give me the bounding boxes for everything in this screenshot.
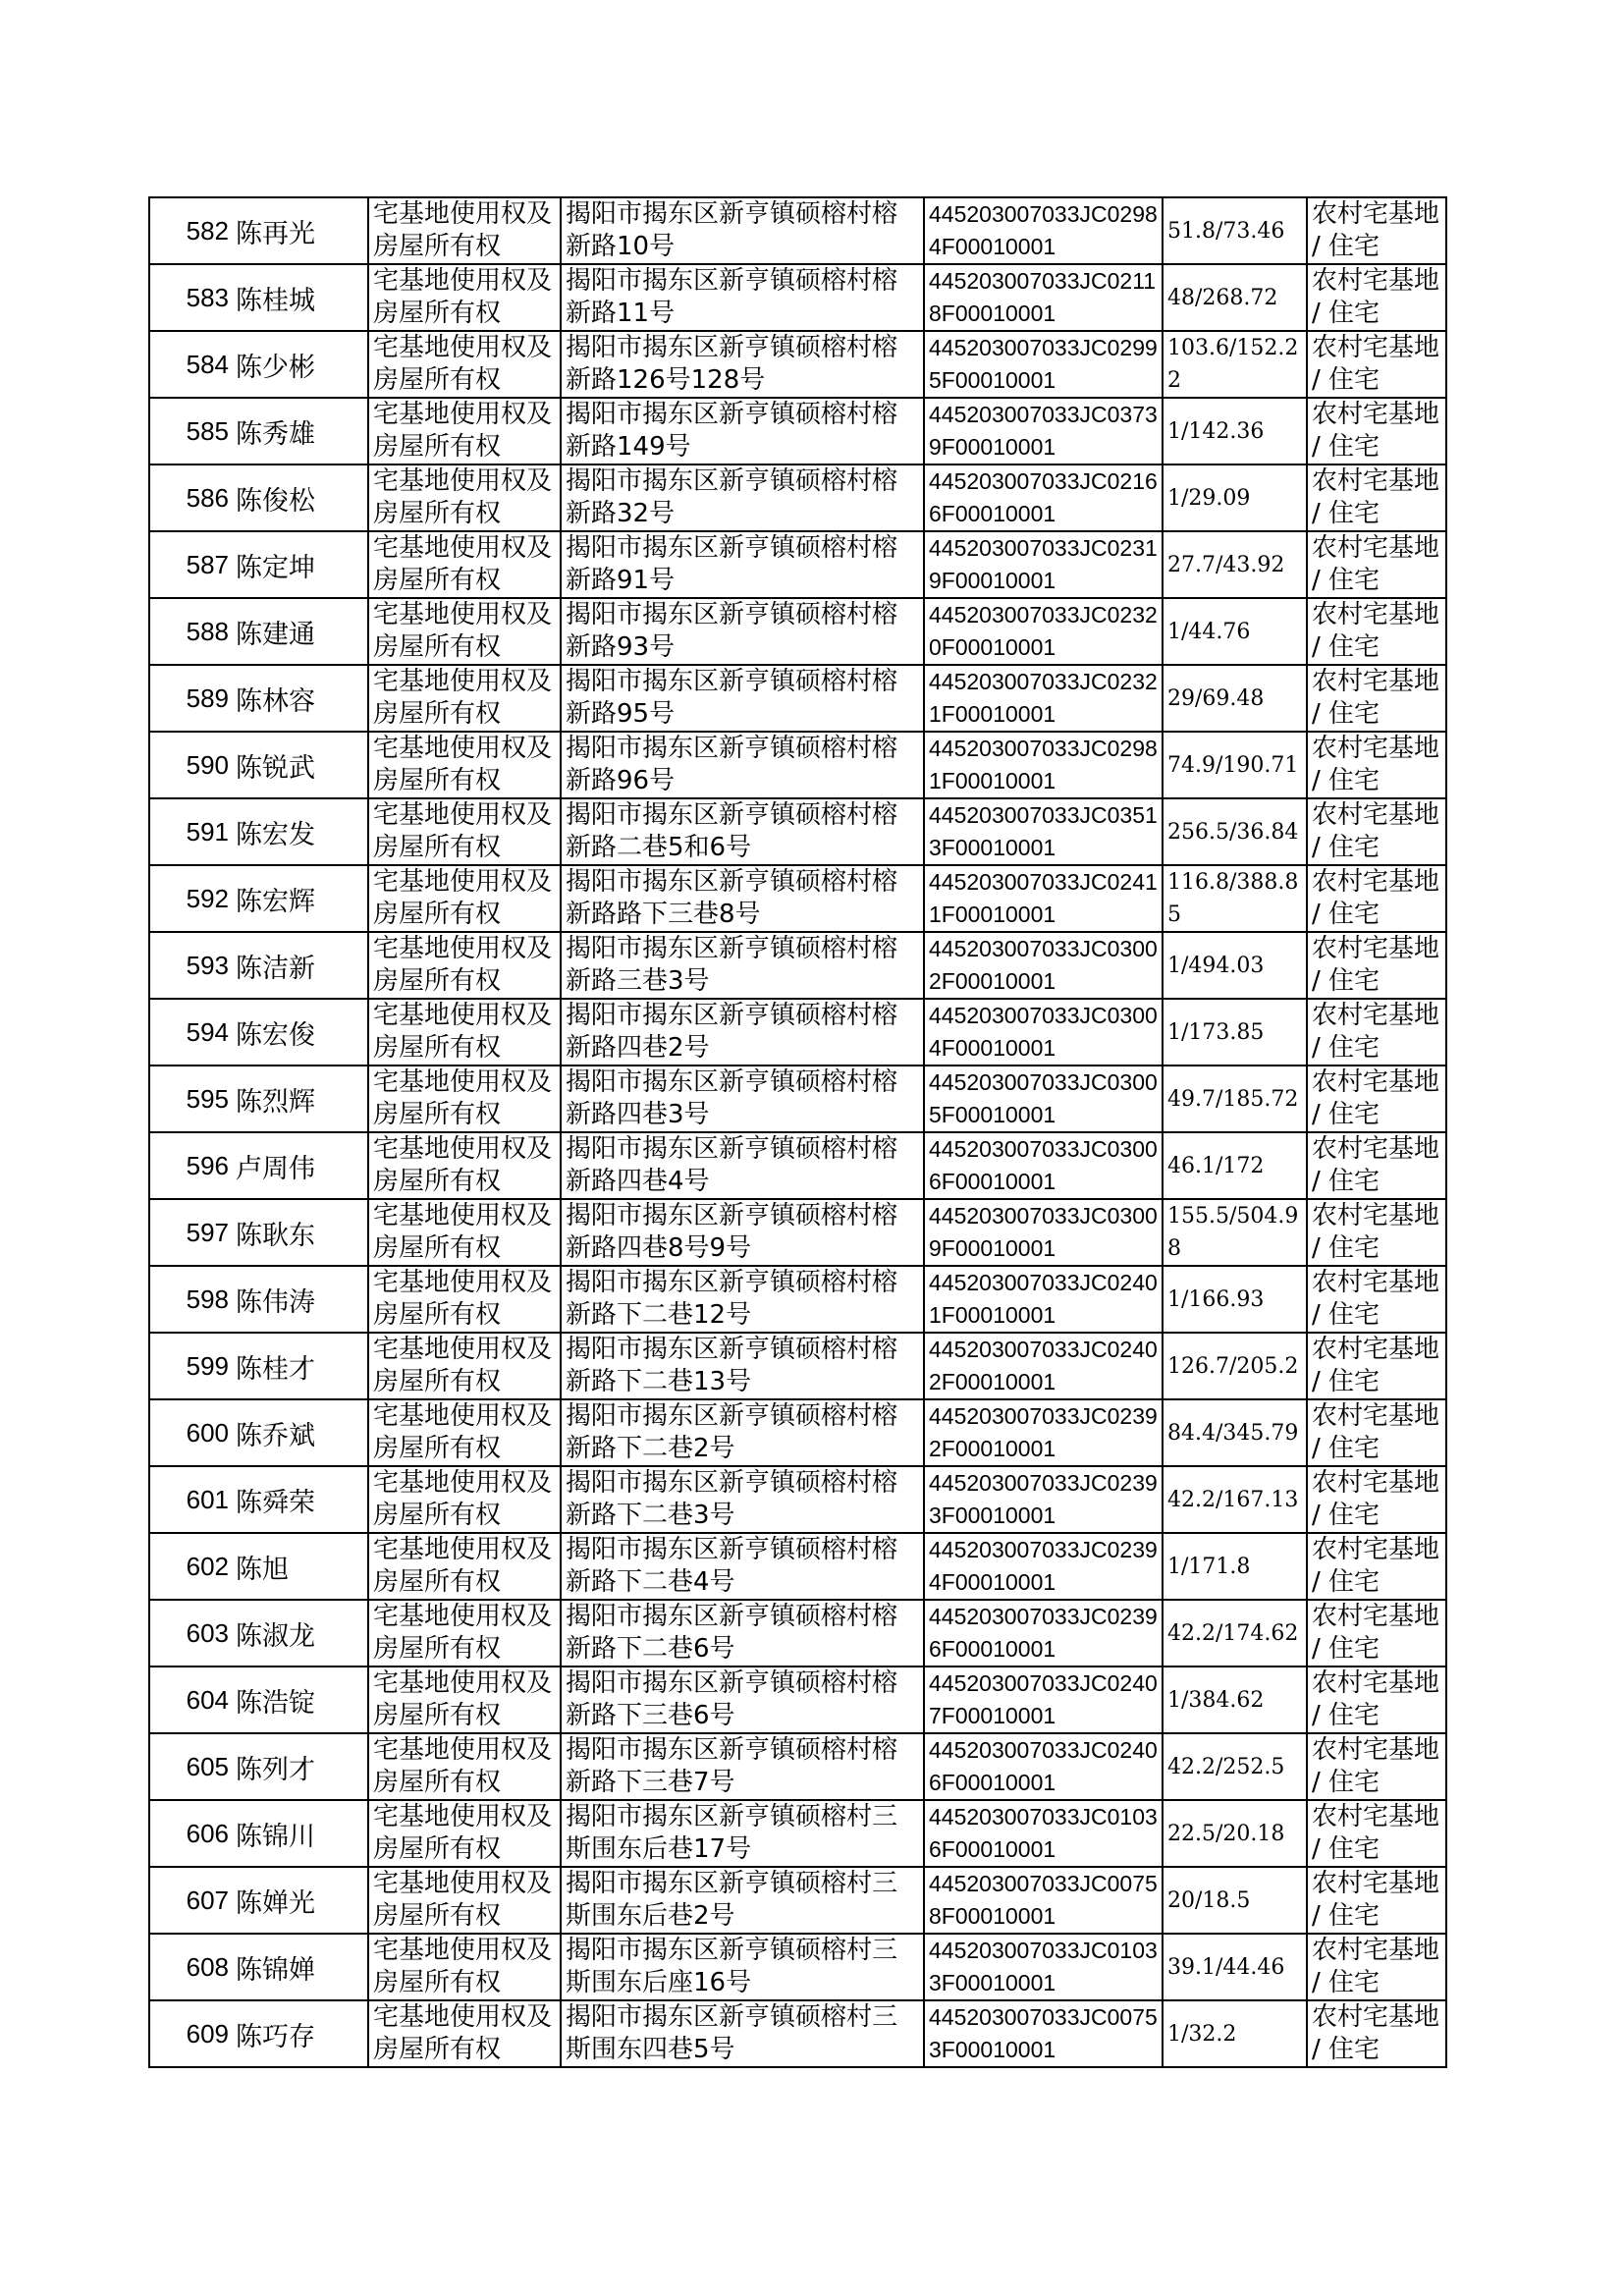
holder-name-cell: 陈淑龙 xyxy=(232,1600,368,1667)
right-type-cell: 宅基地使用权及房屋所有权 xyxy=(368,2000,561,2067)
row-number-cell: 601 xyxy=(149,1466,232,1533)
land-use-cell: 农村宅基地 / 住宅 xyxy=(1307,1600,1446,1667)
property-address-cell: 揭阳市揭东区新亨镇硕榕村榕新路93号 xyxy=(561,598,924,665)
area-value-cell: 155.5/504.98 xyxy=(1163,1199,1307,1266)
row-number-cell: 596 xyxy=(149,1132,232,1199)
table-row xyxy=(149,464,1446,531)
unit-code-cell: 445203007033JC02321F00010001 xyxy=(924,665,1163,732)
table-row xyxy=(149,1800,1446,1867)
holder-name-cell: 陈宏俊 xyxy=(232,999,368,1066)
holder-name-cell: 陈洁新 xyxy=(232,932,368,999)
table-row xyxy=(149,798,1446,865)
holder-name-cell: 陈锐武 xyxy=(232,732,368,798)
right-type-cell: 宅基地使用权及房屋所有权 xyxy=(368,1066,561,1132)
table-row xyxy=(149,331,1446,398)
row-number-cell: 597 xyxy=(149,1199,232,1266)
row-number-cell: 586 xyxy=(149,464,232,531)
right-type-cell: 宅基地使用权及房屋所有权 xyxy=(368,1533,561,1600)
property-address-cell: 揭阳市揭东区新亨镇硕榕村三斯围东后座16号 xyxy=(561,1934,924,2000)
land-use-cell: 农村宅基地 / 住宅 xyxy=(1307,264,1446,331)
table-row xyxy=(149,932,1446,999)
land-use-cell: 农村宅基地 / 住宅 xyxy=(1307,398,1446,464)
table-row xyxy=(149,1867,1446,1934)
holder-name-cell: 陈定坤 xyxy=(232,531,368,598)
right-type-cell: 宅基地使用权及房屋所有权 xyxy=(368,865,561,932)
unit-code-cell: 445203007033JC02396F00010001 xyxy=(924,1600,1163,1667)
table-row xyxy=(149,1399,1446,1466)
holder-name-cell: 陈秀雄 xyxy=(232,398,368,464)
property-address-cell: 揭阳市揭东区新亨镇硕榕村榕新路下二巷13号 xyxy=(561,1333,924,1399)
table-row xyxy=(149,665,1446,732)
right-type-cell: 宅基地使用权及房屋所有权 xyxy=(368,1867,561,1934)
property-address-cell: 揭阳市揭东区新亨镇硕榕村榕新路96号 xyxy=(561,732,924,798)
property-address-cell: 揭阳市揭东区新亨镇硕榕村榕新路四巷3号 xyxy=(561,1066,924,1132)
land-use-cell: 农村宅基地 / 住宅 xyxy=(1307,932,1446,999)
holder-name-cell: 陈巧存 xyxy=(232,2000,368,2067)
table-row xyxy=(149,1132,1446,1199)
holder-name-cell: 陈旭 xyxy=(232,1533,368,1600)
table-row xyxy=(149,1199,1446,1266)
holder-name-cell: 陈建通 xyxy=(232,598,368,665)
row-number-cell: 599 xyxy=(149,1333,232,1399)
holder-name-cell: 陈婵光 xyxy=(232,1867,368,1934)
property-address-cell: 揭阳市揭东区新亨镇硕榕村榕新路下二巷4号 xyxy=(561,1533,924,1600)
unit-code-cell: 445203007033JC02166F00010001 xyxy=(924,464,1163,531)
holder-name-cell: 卢周伟 xyxy=(232,1132,368,1199)
land-use-cell: 农村宅基地 / 住宅 xyxy=(1307,197,1446,264)
unit-code-cell: 445203007033JC03009F00010001 xyxy=(924,1199,1163,1266)
holder-name-cell: 陈桂城 xyxy=(232,264,368,331)
table-row xyxy=(149,531,1446,598)
row-number-cell: 600 xyxy=(149,1399,232,1466)
row-number-cell: 608 xyxy=(149,1934,232,2000)
right-type-cell: 宅基地使用权及房屋所有权 xyxy=(368,1266,561,1333)
area-value-cell: 48/268.72 xyxy=(1163,264,1307,331)
unit-code-cell: 445203007033JC03005F00010001 xyxy=(924,1066,1163,1132)
right-type-cell: 宅基地使用权及房屋所有权 xyxy=(368,197,561,264)
land-use-cell: 农村宅基地 / 住宅 xyxy=(1307,1934,1446,2000)
holder-name-cell: 陈桂才 xyxy=(232,1333,368,1399)
land-use-cell: 农村宅基地 / 住宅 xyxy=(1307,1132,1446,1199)
land-use-cell: 农村宅基地 / 住宅 xyxy=(1307,331,1446,398)
property-address-cell: 揭阳市揭东区新亨镇硕榕村榕新路下三巷7号 xyxy=(561,1733,924,1800)
holder-name-cell: 陈耿东 xyxy=(232,1199,368,1266)
property-address-cell: 揭阳市揭东区新亨镇硕榕村三斯围东后巷17号 xyxy=(561,1800,924,1867)
table-row xyxy=(149,264,1446,331)
right-type-cell: 宅基地使用权及房屋所有权 xyxy=(368,665,561,732)
land-use-cell: 农村宅基地 / 住宅 xyxy=(1307,464,1446,531)
unit-code-cell: 445203007033JC02407F00010001 xyxy=(924,1667,1163,1733)
right-type-cell: 宅基地使用权及房屋所有权 xyxy=(368,398,561,464)
unit-code-cell: 445203007033JC03002F00010001 xyxy=(924,932,1163,999)
unit-code-cell: 445203007033JC03006F00010001 xyxy=(924,1132,1163,1199)
unit-code-cell: 445203007033JC01036F00010001 xyxy=(924,1800,1163,1867)
holder-name-cell: 陈浩锭 xyxy=(232,1667,368,1733)
property-address-cell: 揭阳市揭东区新亨镇硕榕村榕新路路下三巷8号 xyxy=(561,865,924,932)
property-address-cell: 揭阳市揭东区新亨镇硕榕村三斯围东后巷2号 xyxy=(561,1867,924,1934)
right-type-cell: 宅基地使用权及房屋所有权 xyxy=(368,1132,561,1199)
row-number-cell: 602 xyxy=(149,1533,232,1600)
right-type-cell: 宅基地使用权及房屋所有权 xyxy=(368,1667,561,1733)
area-value-cell: 1/29.09 xyxy=(1163,464,1307,531)
area-value-cell: 42.2/252.5 xyxy=(1163,1733,1307,1800)
unit-code-cell: 445203007033JC00758F00010001 xyxy=(924,1867,1163,1934)
table-row xyxy=(149,1266,1446,1333)
land-use-cell: 农村宅基地 / 住宅 xyxy=(1307,999,1446,1066)
registry-table xyxy=(148,196,1447,2068)
holder-name-cell: 陈宏辉 xyxy=(232,865,368,932)
land-use-cell: 农村宅基地 / 住宅 xyxy=(1307,1800,1446,1867)
row-number-cell: 591 xyxy=(149,798,232,865)
table-row xyxy=(149,1934,1446,2000)
unit-code-cell: 445203007033JC02118F00010001 xyxy=(924,264,1163,331)
unit-code-cell: 445203007033JC02393F00010001 xyxy=(924,1466,1163,1533)
land-use-cell: 农村宅基地 / 住宅 xyxy=(1307,798,1446,865)
holder-name-cell: 陈乔斌 xyxy=(232,1399,368,1466)
right-type-cell: 宅基地使用权及房屋所有权 xyxy=(368,1733,561,1800)
unit-code-cell: 445203007033JC00753F00010001 xyxy=(924,2000,1163,2067)
right-type-cell: 宅基地使用权及房屋所有权 xyxy=(368,1199,561,1266)
unit-code-cell: 445203007033JC02981F00010001 xyxy=(924,732,1163,798)
unit-code-cell: 445203007033JC02411F00010001 xyxy=(924,865,1163,932)
unit-code-cell: 445203007033JC03004F00010001 xyxy=(924,999,1163,1066)
area-value-cell: 46.1/172 xyxy=(1163,1132,1307,1199)
area-value-cell: 22.5/20.18 xyxy=(1163,1800,1307,1867)
property-address-cell: 揭阳市揭东区新亨镇硕榕村榕新路三巷3号 xyxy=(561,932,924,999)
unit-code-cell: 445203007033JC02394F00010001 xyxy=(924,1533,1163,1600)
holder-name-cell: 陈再光 xyxy=(232,197,368,264)
right-type-cell: 宅基地使用权及房屋所有权 xyxy=(368,264,561,331)
table-row xyxy=(149,999,1446,1066)
unit-code-cell: 445203007033JC02402F00010001 xyxy=(924,1333,1163,1399)
land-use-cell: 农村宅基地 / 住宅 xyxy=(1307,665,1446,732)
right-type-cell: 宅基地使用权及房屋所有权 xyxy=(368,531,561,598)
area-value-cell: 256.5/36.84 xyxy=(1163,798,1307,865)
land-use-cell: 农村宅基地 / 住宅 xyxy=(1307,732,1446,798)
area-value-cell: 1/166.93 xyxy=(1163,1266,1307,1333)
table-row xyxy=(149,1466,1446,1533)
holder-name-cell: 陈林容 xyxy=(232,665,368,732)
land-use-cell: 农村宅基地 / 住宅 xyxy=(1307,1466,1446,1533)
land-use-cell: 农村宅基地 / 住宅 xyxy=(1307,1199,1446,1266)
right-type-cell: 宅基地使用权及房屋所有权 xyxy=(368,464,561,531)
row-number-cell: 589 xyxy=(149,665,232,732)
holder-name-cell: 陈锦婵 xyxy=(232,1934,368,2000)
land-use-cell: 农村宅基地 / 住宅 xyxy=(1307,531,1446,598)
right-type-cell: 宅基地使用权及房屋所有权 xyxy=(368,598,561,665)
row-number-cell: 594 xyxy=(149,999,232,1066)
row-number-cell: 606 xyxy=(149,1800,232,1867)
property-address-cell: 揭阳市揭东区新亨镇硕榕村榕新路95号 xyxy=(561,665,924,732)
row-number-cell: 585 xyxy=(149,398,232,464)
property-address-cell: 揭阳市揭东区新亨镇硕榕村榕新路下二巷12号 xyxy=(561,1266,924,1333)
property-address-cell: 揭阳市揭东区新亨镇硕榕村榕新路32号 xyxy=(561,464,924,531)
right-type-cell: 宅基地使用权及房屋所有权 xyxy=(368,999,561,1066)
land-use-cell: 农村宅基地 / 住宅 xyxy=(1307,1533,1446,1600)
row-number-cell: 593 xyxy=(149,932,232,999)
property-address-cell: 揭阳市揭东区新亨镇硕榕村榕新路下二巷3号 xyxy=(561,1466,924,1533)
holder-name-cell: 陈舜荣 xyxy=(232,1466,368,1533)
row-number-cell: 605 xyxy=(149,1733,232,1800)
area-value-cell: 1/494.03 xyxy=(1163,932,1307,999)
land-use-cell: 农村宅基地 / 住宅 xyxy=(1307,1867,1446,1934)
area-value-cell: 1/32.2 xyxy=(1163,2000,1307,2067)
table-row xyxy=(149,197,1446,264)
unit-code-cell: 445203007033JC02984F00010001 xyxy=(924,197,1163,264)
property-address-cell: 揭阳市揭东区新亨镇硕榕村榕新路四巷4号 xyxy=(561,1132,924,1199)
right-type-cell: 宅基地使用权及房屋所有权 xyxy=(368,798,561,865)
unit-code-cell: 445203007033JC02320F00010001 xyxy=(924,598,1163,665)
unit-code-cell: 445203007033JC02995F00010001 xyxy=(924,331,1163,398)
table-row xyxy=(149,1733,1446,1800)
holder-name-cell: 陈烈辉 xyxy=(232,1066,368,1132)
property-address-cell: 揭阳市揭东区新亨镇硕榕村榕新路11号 xyxy=(561,264,924,331)
area-value-cell: 49.7/185.72 xyxy=(1163,1066,1307,1132)
row-number-cell: 609 xyxy=(149,2000,232,2067)
property-address-cell: 揭阳市揭东区新亨镇硕榕村榕新路10号 xyxy=(561,197,924,264)
area-value-cell: 42.2/167.13 xyxy=(1163,1466,1307,1533)
area-value-cell: 1/384.62 xyxy=(1163,1667,1307,1733)
table-row xyxy=(149,398,1446,464)
property-address-cell: 揭阳市揭东区新亨镇硕榕村榕新路126号128号 xyxy=(561,331,924,398)
property-address-cell: 揭阳市揭东区新亨镇硕榕村榕新路四巷2号 xyxy=(561,999,924,1066)
unit-code-cell: 445203007033JC03513F00010001 xyxy=(924,798,1163,865)
row-number-cell: 588 xyxy=(149,598,232,665)
holder-name-cell: 陈伟涛 xyxy=(232,1266,368,1333)
area-value-cell: 1/173.85 xyxy=(1163,999,1307,1066)
property-address-cell: 揭阳市揭东区新亨镇硕榕村三斯围东四巷5号 xyxy=(561,2000,924,2067)
property-address-cell: 揭阳市揭东区新亨镇硕榕村榕新路四巷8号9号 xyxy=(561,1199,924,1266)
right-type-cell: 宅基地使用权及房屋所有权 xyxy=(368,1466,561,1533)
area-value-cell: 1/142.36 xyxy=(1163,398,1307,464)
area-value-cell: 20/18.5 xyxy=(1163,1867,1307,1934)
area-value-cell: 103.6/152.22 xyxy=(1163,331,1307,398)
holder-name-cell: 陈锦川 xyxy=(232,1800,368,1867)
area-value-cell: 42.2/174.62 xyxy=(1163,1600,1307,1667)
area-value-cell: 1/171.8 xyxy=(1163,1533,1307,1600)
row-number-cell: 607 xyxy=(149,1867,232,1934)
holder-name-cell: 陈少彬 xyxy=(232,331,368,398)
property-address-cell: 揭阳市揭东区新亨镇硕榕村榕新路二巷5和6号 xyxy=(561,798,924,865)
area-value-cell: 1/44.76 xyxy=(1163,598,1307,665)
property-address-cell: 揭阳市揭东区新亨镇硕榕村榕新路91号 xyxy=(561,531,924,598)
table-row xyxy=(149,1667,1446,1733)
unit-code-cell: 445203007033JC02392F00010001 xyxy=(924,1399,1163,1466)
right-type-cell: 宅基地使用权及房屋所有权 xyxy=(368,1800,561,1867)
area-value-cell: 84.4/345.79 xyxy=(1163,1399,1307,1466)
unit-code-cell: 445203007033JC03739F00010001 xyxy=(924,398,1163,464)
right-type-cell: 宅基地使用权及房屋所有权 xyxy=(368,1934,561,2000)
row-number-cell: 587 xyxy=(149,531,232,598)
table-row xyxy=(149,865,1446,932)
row-number-cell: 598 xyxy=(149,1266,232,1333)
area-value-cell: 74.9/190.71 xyxy=(1163,732,1307,798)
area-value-cell: 51.8/73.46 xyxy=(1163,197,1307,264)
right-type-cell: 宅基地使用权及房屋所有权 xyxy=(368,932,561,999)
holder-name-cell: 陈列才 xyxy=(232,1733,368,1800)
row-number-cell: 583 xyxy=(149,264,232,331)
holder-name-cell: 陈俊松 xyxy=(232,464,368,531)
table-row xyxy=(149,598,1446,665)
table-row xyxy=(149,1600,1446,1667)
table-row xyxy=(149,732,1446,798)
area-value-cell: 126.7/205.2 xyxy=(1163,1333,1307,1399)
land-use-cell: 农村宅基地 / 住宅 xyxy=(1307,598,1446,665)
property-address-cell: 揭阳市揭东区新亨镇硕榕村榕新路下三巷6号 xyxy=(561,1667,924,1733)
holder-name-cell: 陈宏发 xyxy=(232,798,368,865)
area-value-cell: 116.8/388.85 xyxy=(1163,865,1307,932)
table-row xyxy=(149,1066,1446,1132)
row-number-cell: 592 xyxy=(149,865,232,932)
table-row xyxy=(149,2000,1446,2067)
land-use-cell: 农村宅基地 / 住宅 xyxy=(1307,865,1446,932)
right-type-cell: 宅基地使用权及房屋所有权 xyxy=(368,732,561,798)
right-type-cell: 宅基地使用权及房屋所有权 xyxy=(368,1333,561,1399)
unit-code-cell: 445203007033JC02401F00010001 xyxy=(924,1266,1163,1333)
land-use-cell: 农村宅基地 / 住宅 xyxy=(1307,1399,1446,1466)
table-row xyxy=(149,1333,1446,1399)
row-number-cell: 584 xyxy=(149,331,232,398)
row-number-cell: 603 xyxy=(149,1600,232,1667)
land-use-cell: 农村宅基地 / 住宅 xyxy=(1307,1266,1446,1333)
row-number-cell: 595 xyxy=(149,1066,232,1132)
row-number-cell: 604 xyxy=(149,1667,232,1733)
right-type-cell: 宅基地使用权及房屋所有权 xyxy=(368,1399,561,1466)
registry-table-body xyxy=(149,197,1446,2067)
right-type-cell: 宅基地使用权及房屋所有权 xyxy=(368,331,561,398)
land-use-cell: 农村宅基地 / 住宅 xyxy=(1307,1733,1446,1800)
land-use-cell: 农村宅基地 / 住宅 xyxy=(1307,1333,1446,1399)
table-row xyxy=(149,1533,1446,1600)
row-number-cell: 582 xyxy=(149,197,232,264)
area-value-cell: 27.7/43.92 xyxy=(1163,531,1307,598)
land-use-cell: 农村宅基地 / 住宅 xyxy=(1307,2000,1446,2067)
property-address-cell: 揭阳市揭东区新亨镇硕榕村榕新路149号 xyxy=(561,398,924,464)
row-number-cell: 590 xyxy=(149,732,232,798)
land-use-cell: 农村宅基地 / 住宅 xyxy=(1307,1066,1446,1132)
area-value-cell: 29/69.48 xyxy=(1163,665,1307,732)
unit-code-cell: 445203007033JC01033F00010001 xyxy=(924,1934,1163,2000)
land-use-cell: 农村宅基地 / 住宅 xyxy=(1307,1667,1446,1733)
unit-code-cell: 445203007033JC02319F00010001 xyxy=(924,531,1163,598)
area-value-cell: 39.1/44.46 xyxy=(1163,1934,1307,2000)
right-type-cell: 宅基地使用权及房屋所有权 xyxy=(368,1600,561,1667)
unit-code-cell: 445203007033JC02406F00010001 xyxy=(924,1733,1163,1800)
property-address-cell: 揭阳市揭东区新亨镇硕榕村榕新路下二巷6号 xyxy=(561,1600,924,1667)
property-address-cell: 揭阳市揭东区新亨镇硕榕村榕新路下二巷2号 xyxy=(561,1399,924,1466)
